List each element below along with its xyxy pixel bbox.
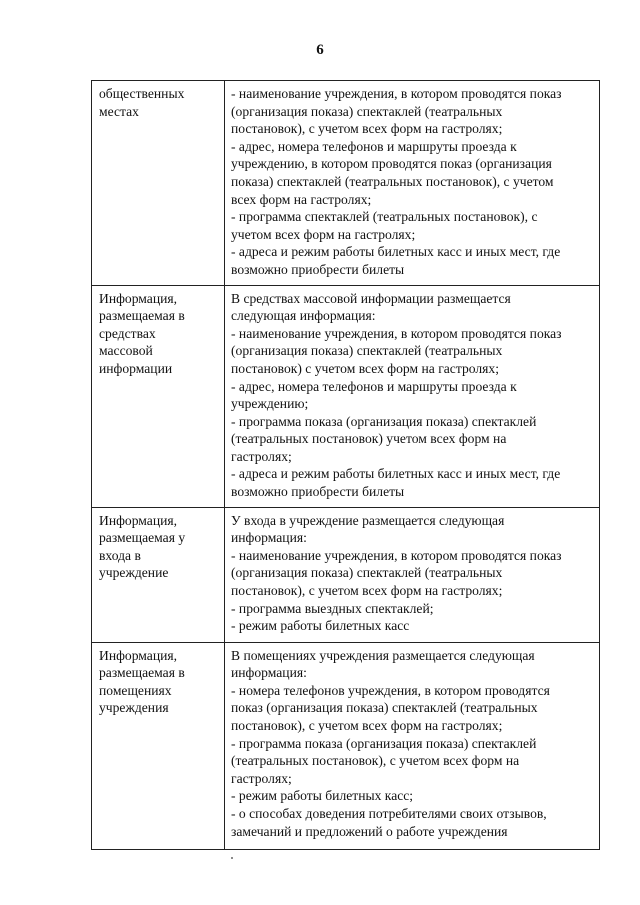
content-line: постановок), с учетом всех форм на гастролях; (231, 121, 503, 137)
content-line: (организация показа) спектаклей (театральных (231, 565, 503, 581)
content-line: (театральных постановок), с учетом всех форм на (231, 753, 520, 769)
category-line: местах (99, 103, 139, 119)
content-line: - адреса и режим работы билетных касс и иных мест, где (231, 466, 561, 482)
category-cell (92, 642, 225, 849)
content-line: - номера телефонов учреждения, в котором проводятся (231, 682, 550, 698)
content-line: возможно приобрести билеты (231, 261, 405, 277)
content-line: постановок) с учетом всех форм на гастролях; (231, 360, 499, 376)
category-line: размещаемая в (99, 308, 185, 324)
content-line: (организация показа) спектаклей (театральных (231, 343, 503, 359)
table-row (92, 285, 600, 507)
category-line: входа в (99, 547, 141, 563)
content-line: постановок), с учетом всех форм на гастролях; (231, 718, 503, 734)
category-line: информации (99, 360, 173, 376)
table-row (92, 81, 600, 286)
content-line: возможно приобрести билеты (231, 484, 405, 500)
scan-dot (231, 857, 233, 859)
category-line: помещениях (99, 682, 172, 698)
category-line: размещаемая у (99, 530, 186, 546)
category-cell (92, 81, 225, 286)
content-line: учреждению; (231, 396, 309, 412)
category-line: массовой (99, 343, 153, 359)
content-line: В помещениях учреждения размещается следующая (231, 647, 535, 663)
table-row (92, 642, 600, 849)
content-line: замечаний и предложений о работе учреждения (231, 823, 508, 839)
content-cell (225, 642, 600, 849)
content-line: - программа показа (организация показа) спектаклей (231, 413, 537, 429)
content-line: - адрес, номера телефонов и маршруты проезда к (231, 138, 517, 154)
content-line: - режим работы билетных касс (231, 618, 410, 634)
content-line: показ (организация показа) спектаклей (театральных (231, 700, 538, 716)
content-cell (225, 507, 600, 642)
category-line: Информация, (99, 647, 178, 663)
category-line: общественных (99, 86, 185, 101)
content-line: - адрес, номера телефонов и маршруты проезда к (231, 378, 517, 394)
content-line: учреждению, в котором проводятся показ (организация (231, 156, 552, 172)
category-line: размещаемая в (99, 665, 185, 681)
page-number: 6 (316, 42, 324, 58)
category-cell (92, 507, 225, 642)
content-line: - наименование учреждения, в котором проводятся показ (231, 325, 562, 341)
content-line: следующая информация: (231, 308, 376, 324)
content-line: (организация показа) спектаклей (театральных (231, 103, 503, 119)
content-line: (театральных постановок) учетом всех форм на (231, 431, 507, 447)
content-line: - программа показа (организация показа) спектаклей (231, 735, 537, 751)
category-cell (92, 285, 225, 507)
table-row (92, 507, 600, 642)
info-table (91, 80, 600, 850)
category-line: учреждение (99, 565, 169, 581)
content-line: - программа спектаклей (театральных постановок), с (231, 209, 538, 225)
content-line: гастролях; (231, 448, 292, 464)
category-line: Информация, (99, 290, 178, 306)
content-line: В средствах массовой информации размещается (231, 290, 511, 306)
content-line: У входа в учреждение размещается следующая (231, 512, 505, 528)
content-cell (225, 81, 600, 286)
content-line: - программа выездных спектаклей; (231, 600, 434, 616)
content-line: информация: (231, 665, 307, 681)
content-line: - режим работы билетных касс; (231, 788, 414, 804)
content-line: информация: (231, 530, 307, 546)
content-line: гастролях; (231, 770, 292, 786)
category-line: учреждения (99, 700, 169, 716)
content-line: - адреса и режим работы билетных касс и иных мест, где (231, 244, 561, 260)
content-line: показа) спектаклей (театральных постановок), с учетом (231, 173, 554, 189)
category-line: средствах (99, 325, 156, 341)
content-line: - наименование учреждения, в котором проводятся показ (231, 547, 562, 563)
content-line: - о способах доведения потребителями своих отзывов, (231, 806, 547, 821)
content-line: учетом всех форм на гастролях; (231, 226, 416, 242)
content-line: всех форм на гастролях; (231, 191, 372, 207)
category-line: Информация, (99, 512, 178, 528)
content-line: - наименование учреждения, в котором проводятся показ (231, 86, 562, 101)
content-cell (225, 285, 600, 507)
content-line: постановок), с учетом всех форм на гастролях; (231, 583, 503, 599)
